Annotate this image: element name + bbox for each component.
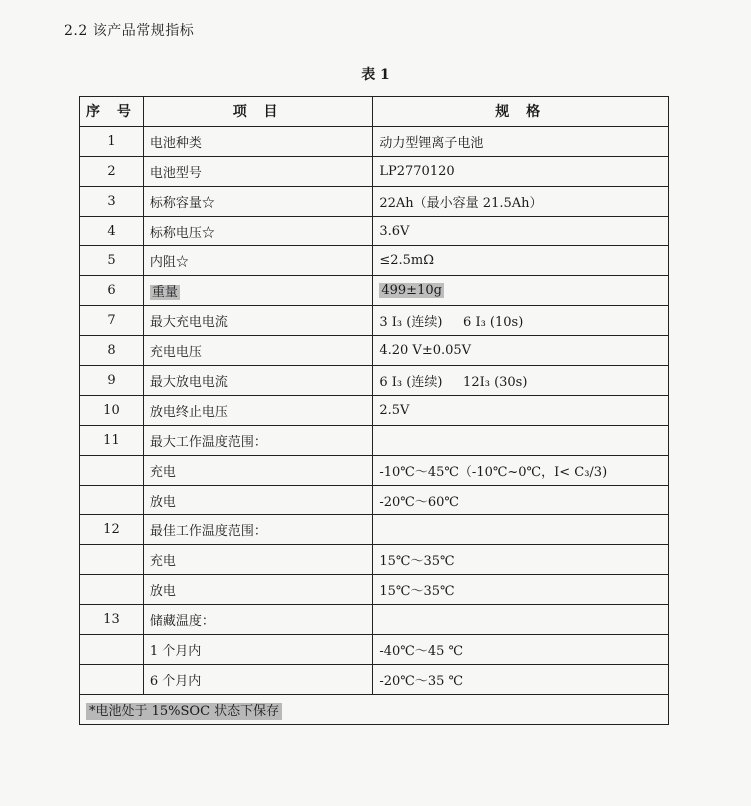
row-no: 8 [80, 336, 144, 366]
row-item: 标称电压☆ [143, 216, 372, 246]
row-item: 标称容量☆ [143, 186, 372, 216]
table-row [80, 156, 669, 186]
row-item: 电池型号 [143, 156, 372, 186]
row-no: 3 [80, 186, 144, 216]
row-no: 5 [80, 246, 144, 276]
section-heading: 2.2 该产品常规指标 [64, 23, 195, 39]
table-row [80, 395, 669, 425]
row-no [80, 485, 144, 515]
row-item: 最大工作温度范围： [143, 425, 372, 455]
row-spec: -20℃～35 ℃ [373, 664, 669, 694]
row-item: 最大放电电流 [143, 366, 372, 396]
row-spec [373, 276, 669, 306]
row-spec: 2.5V [373, 395, 669, 425]
row-spec: -20℃～60℃ [373, 485, 669, 515]
table-row [80, 425, 669, 455]
row-no [80, 455, 144, 485]
row-spec: LP2770120 [373, 156, 669, 186]
row-spec [373, 425, 669, 455]
row-no: 13 [80, 605, 144, 635]
table-row [80, 306, 669, 336]
row-item [143, 276, 372, 306]
row-item: 最大充电电流 [143, 306, 372, 336]
row-item: 储藏温度： [143, 605, 372, 635]
table-row [80, 186, 669, 216]
table-row [80, 485, 669, 515]
row-item: 充电 [143, 455, 372, 485]
row-item: 最佳工作温度范围： [143, 515, 372, 545]
spec-table [79, 96, 669, 725]
row-spec: 15℃～35℃ [373, 575, 669, 605]
row-spec: 动力型锂离子电池 [373, 126, 669, 156]
row-item: 内阻☆ [143, 246, 372, 276]
row-spec: 15℃～35℃ [373, 545, 669, 575]
row-no [80, 664, 144, 694]
row-no: 6 [80, 276, 144, 306]
table-row [80, 276, 669, 306]
previous-line-fragment [70, 0, 270, 4]
row-no [80, 635, 144, 665]
row-item: 电池种类 [143, 126, 372, 156]
table-row [80, 455, 669, 485]
table-row [80, 246, 669, 276]
row-spec: -10℃～45℃（-10℃~0℃，I< C₃/3) [373, 455, 669, 485]
footnote-cell [80, 694, 669, 724]
highlight-weight-value: 499±10g [381, 283, 442, 299]
row-spec [373, 515, 669, 545]
row-no: 7 [80, 306, 144, 336]
footnote-row [80, 694, 669, 724]
row-no: 9 [80, 366, 144, 396]
row-spec [373, 605, 669, 635]
header-spec: 规 格 [373, 97, 669, 127]
table-row [80, 336, 669, 366]
row-item: 放电 [143, 575, 372, 605]
table-row [80, 126, 669, 156]
row-no: 11 [80, 425, 144, 455]
table-row [80, 545, 669, 575]
highlight-weight: 重量 [151, 285, 178, 301]
row-no: 10 [80, 395, 144, 425]
row-spec: -40℃～45 ℃ [373, 635, 669, 665]
row-item: 充电 [143, 545, 372, 575]
table-row [80, 664, 669, 694]
header-no: 序 号 [80, 97, 144, 127]
row-no: 2 [80, 156, 144, 186]
table-row [80, 575, 669, 605]
row-no: 1 [80, 126, 144, 156]
table-row [80, 515, 669, 545]
row-item: 充电电压 [143, 336, 372, 366]
row-item: 放电 [143, 485, 372, 515]
table-row [80, 605, 669, 635]
header-item: 项 目 [143, 97, 372, 127]
row-spec: 6 I₃ (连续) 12I₃ (30s) [373, 366, 669, 396]
table-row [80, 635, 669, 665]
row-item: 1 个月内 [143, 635, 372, 665]
row-spec: 3.6V [373, 216, 669, 246]
row-no: 4 [80, 216, 144, 246]
row-spec: 22Ah（最小容量 21.5Ah） [373, 186, 669, 216]
table-header-row [80, 97, 669, 127]
table-row [80, 216, 669, 246]
row-spec: 3 I₃ (连续) 6 I₃ (10s) [373, 306, 669, 336]
footnote: *电池处于 15%SOC 状态下保存 [86, 703, 282, 720]
row-item: 放电终止电压 [143, 395, 372, 425]
table-caption: 表 1 [361, 67, 390, 83]
table-row [80, 366, 669, 396]
row-no: 12 [80, 515, 144, 545]
row-item: 6 个月内 [143, 664, 372, 694]
row-spec: 4.20 V±0.05V [373, 336, 669, 366]
row-no [80, 575, 144, 605]
row-spec: ≤2.5mΩ [373, 246, 669, 276]
row-no [80, 545, 144, 575]
